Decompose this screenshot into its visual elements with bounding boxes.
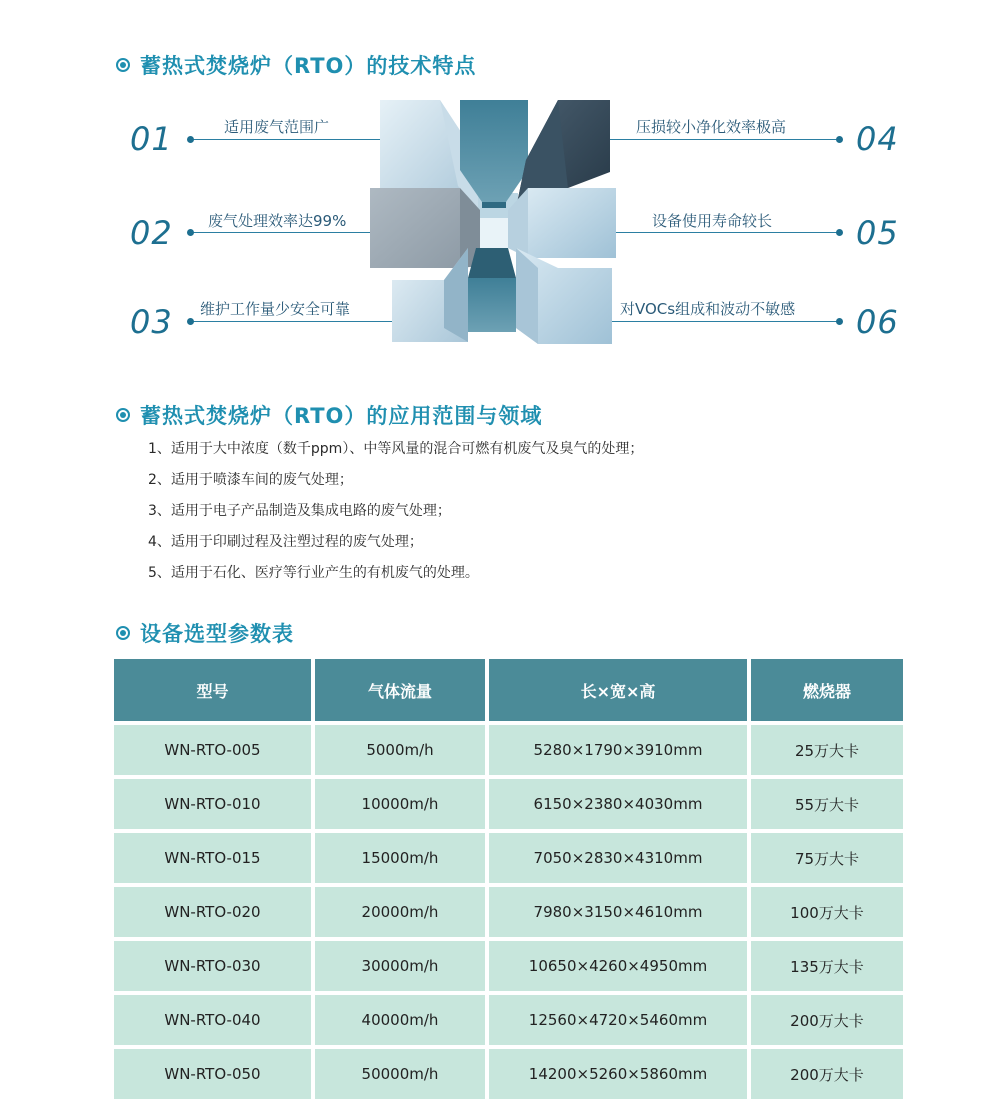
cell-gas-flow: 20000m/h — [315, 887, 485, 937]
circle-bullet-icon — [116, 626, 130, 640]
feature-label-05: 设备使用寿命较长 — [652, 212, 773, 230]
cell-burner: 25万大卡 — [751, 725, 903, 775]
table-row — [114, 779, 903, 829]
cell-burner: 55万大卡 — [751, 779, 903, 829]
table-row — [114, 887, 903, 937]
leader-dot-icon — [187, 318, 194, 325]
cell-gas-flow: 50000m/h — [315, 1049, 485, 1099]
table-row — [114, 725, 903, 775]
circle-bullet-icon — [116, 408, 130, 422]
rto-cube-illustration — [368, 98, 616, 346]
cell-gas-flow: 30000m/h — [315, 941, 485, 991]
feature-label-06: 对VOCs组成和波动不敏感 — [620, 300, 796, 318]
cell-burner: 135万大卡 — [751, 941, 903, 991]
cell-burner: 75万大卡 — [751, 833, 903, 883]
feature-label-02: 废气处理效率达99% — [208, 212, 347, 230]
feature-num-02: 02 — [130, 214, 173, 252]
table-row — [114, 1049, 903, 1099]
table-row — [114, 833, 903, 883]
list-item: 1、适用于大中浓度（数千ppm）、中等风量的混合可燃有机废气及臭气的处理； — [148, 441, 644, 457]
table-title-text: 设备选型参数表 — [140, 622, 294, 646]
cell-dimensions: 6150×2380×4030mm — [489, 779, 747, 829]
header-gas-flow: 气体流量 — [315, 659, 485, 721]
header-model: 型号 — [114, 659, 311, 721]
features-section-title — [116, 50, 476, 80]
cell-model: WN-RTO-015 — [114, 833, 311, 883]
cell-dimensions: 12560×4720×5460mm — [489, 995, 747, 1045]
leader-dot-icon — [187, 136, 194, 143]
table-header-row — [114, 659, 903, 721]
cell-model: WN-RTO-020 — [114, 887, 311, 937]
cell-model: WN-RTO-030 — [114, 941, 311, 991]
feature-num-06: 06 — [856, 303, 899, 341]
cell-dimensions: 5280×1790×3910mm — [489, 725, 747, 775]
feature-leader-06 — [578, 321, 840, 322]
leader-dot-icon — [187, 229, 194, 236]
feature-num-04: 04 — [856, 120, 899, 158]
equipment-parameter-table — [110, 655, 907, 1103]
table-row — [114, 995, 903, 1045]
cell-gas-flow: 15000m/h — [315, 833, 485, 883]
circle-bullet-icon — [116, 58, 130, 72]
applications-title-text: 蓄热式焚烧炉（RTO）的应用范围与领域 — [140, 404, 543, 428]
feature-leader-05 — [578, 232, 840, 233]
cell-gas-flow: 10000m/h — [315, 779, 485, 829]
cell-model: WN-RTO-005 — [114, 725, 311, 775]
leader-dot-icon — [836, 318, 843, 325]
features-title-text: 蓄热式焚烧炉（RTO）的技术特点 — [140, 54, 477, 78]
leader-dot-icon — [836, 136, 843, 143]
cell-burner: 200万大卡 — [751, 995, 903, 1045]
feature-label-03: 维护工作量少安全可靠 — [200, 300, 351, 318]
feature-leader-04 — [578, 139, 840, 140]
cell-dimensions: 7050×2830×4310mm — [489, 833, 747, 883]
feature-label-01: 适用废气范围广 — [224, 118, 330, 136]
applications-list — [148, 437, 643, 592]
list-item: 4、适用于印刷过程及注塑过程的废气处理； — [148, 534, 423, 550]
cell-burner: 100万大卡 — [751, 887, 903, 937]
feature-num-01: 01 — [130, 120, 173, 158]
cell-model: WN-RTO-040 — [114, 995, 311, 1045]
cell-model: WN-RTO-050 — [114, 1049, 311, 1099]
header-dimensions: 长×宽×高 — [489, 659, 747, 721]
cell-gas-flow: 40000m/h — [315, 995, 485, 1045]
cell-burner: 200万大卡 — [751, 1049, 903, 1099]
header-burner: 燃烧器 — [751, 659, 903, 721]
cell-dimensions: 14200×5260×5860mm — [489, 1049, 747, 1099]
feature-num-05: 05 — [856, 214, 899, 252]
list-item: 5、适用于石化、医疗等行业产生的有机废气的处理。 — [148, 565, 479, 581]
feature-label-04: 压损较小净化效率极高 — [636, 118, 787, 136]
applications-section-title — [116, 400, 542, 430]
feature-num-03: 03 — [130, 303, 173, 341]
list-item: 3、适用于电子产品制造及集成电路的废气处理； — [148, 503, 451, 519]
list-item: 2、适用于喷漆车间的废气处理； — [148, 472, 353, 488]
leader-dot-icon — [836, 229, 843, 236]
table-section-title — [116, 618, 294, 648]
table-row — [114, 941, 903, 991]
cell-dimensions: 10650×4260×4950mm — [489, 941, 747, 991]
cell-model: WN-RTO-010 — [114, 779, 311, 829]
cell-gas-flow: 5000m/h — [315, 725, 485, 775]
cell-dimensions: 7980×3150×4610mm — [489, 887, 747, 937]
